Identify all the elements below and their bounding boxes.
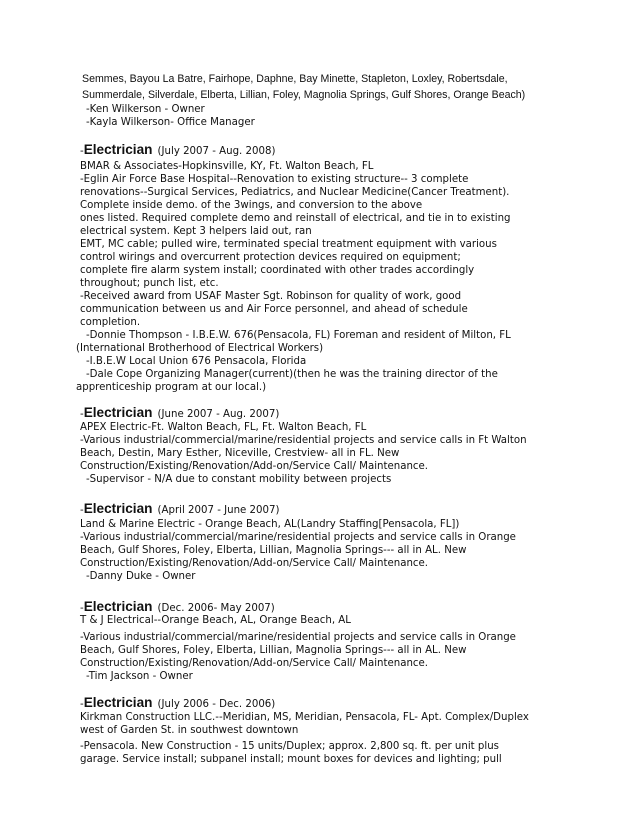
job-line: Land & Marine Electric - Orange Beach, AL(Landry Staffing[Pensacola, FL]) xyxy=(80,519,460,530)
job-heading xyxy=(80,141,275,160)
job-prefix: - xyxy=(80,505,84,516)
job-line: electrical system. Kept 3 helpers laid out, ran xyxy=(80,226,312,237)
job-reference: -Donnie Thompson - I.B.E.W. 676(Pensacola, FL) Foreman and resident of Milton, FL xyxy=(86,330,511,341)
job-line: Construction/Existing/Renovation/Add-on/Service Call/ Maintenance. xyxy=(80,558,429,569)
job-reference: -I.B.E.W Local Union 676 Pensacola, Florida xyxy=(86,356,307,367)
job-dates: (July 2007 - Aug. 2008) xyxy=(157,146,276,157)
job-dates: (April 2007 - June 2007) xyxy=(157,505,280,516)
job-line: BMAR & Associates-Hopkinsville, KY, Ft. Walton Beach, FL xyxy=(80,161,374,172)
job-line: garage. Service install; subpanel install; mount boxes for devices and lighting; pull xyxy=(80,754,502,765)
job-dates: (July 2006 - Dec. 2006) xyxy=(157,699,276,710)
job-prefix: - xyxy=(80,146,84,157)
job-title: Electrician xyxy=(83,695,153,710)
job-title: Electrician xyxy=(83,501,153,516)
job-dates: (Dec. 2006- May 2007) xyxy=(157,603,275,614)
job-line: EMT, MC cable; pulled wire, terminated special treatment equipment with various xyxy=(80,239,497,250)
job-line: Beach, Destin, Mary Esther, Niceville, Crestview- all in FL. New xyxy=(80,448,400,459)
job-title: Electrician xyxy=(83,599,153,614)
job-prefix: - xyxy=(80,409,84,420)
job-line: Kirkman Construction LLC.--Meridian, MS, Meridian, Pensacola, FL- Apt. Complex/Duplex xyxy=(80,712,529,723)
job-reference: (International Brotherhood of Electrical Workers) xyxy=(76,343,324,354)
job-line: Construction/Existing/Renovation/Add-on/Service Call/ Maintenance. xyxy=(80,461,429,472)
job-line: Construction/Existing/Renovation/Add-on/Service Call/ Maintenance. xyxy=(80,658,429,669)
job-line: completion. xyxy=(80,317,141,328)
intro-contact: -Kayla Wilkerson- Office Manager xyxy=(86,117,255,128)
job-line: T & J Electrical--Orange Beach, AL, Orange Beach, AL xyxy=(80,615,351,626)
job-title: Electrician xyxy=(83,142,153,157)
job-reference: -Supervisor - N/A due to constant mobility between projects xyxy=(86,474,392,485)
job-line: complete fire alarm system install; coordinated with other trades accordingly xyxy=(80,265,475,276)
job-title: Electrician xyxy=(83,405,153,420)
job-reference: -Danny Duke - Owner xyxy=(86,571,196,582)
job-reference: apprenticeship program at our local.) xyxy=(76,382,267,393)
job-heading xyxy=(80,500,279,519)
intro-line: Semmes, Bayou La Batre, Fairhope, Daphne, Bay Minette, Stapleton, Loxley, Robertsdale, xyxy=(82,73,508,85)
job-prefix: - xyxy=(80,699,84,710)
job-line: Beach, Gulf Shores, Foley, Elberta, Lillian, Magnolia Springs--- all in AL. New xyxy=(80,545,467,556)
job-line: ones listed. Required complete demo and reinstall of electrical, and tie in to existing xyxy=(80,213,511,224)
job-reference: -Tim Jackson - Owner xyxy=(86,671,193,682)
job-line: renovations--Surgical Services, Pediatrics, and Nuclear Medicine(Cancer Treatment). xyxy=(80,187,510,198)
job-line: -Received award from USAF Master Sgt. Robinson for quality of work, good xyxy=(80,291,462,302)
job-line: communication between us and Air Force personnel, and ahead of schedule xyxy=(80,304,468,315)
job-reference: -Dale Cope Organizing Manager(current)(then he was the training director of the xyxy=(86,369,498,380)
job-dates: (June 2007 - Aug. 2007) xyxy=(157,409,280,420)
job-line: -Various industrial/commercial/marine/residential projects and service calls in Orange xyxy=(80,532,516,543)
job-line: APEX Electric-Ft. Walton Beach, FL, Ft. Walton Beach, FL xyxy=(80,422,367,433)
job-line: control wirings and overcurrent protection devices required on equipment; xyxy=(80,252,461,263)
intro-contact: -Ken Wilkerson - Owner xyxy=(86,104,205,115)
job-line: Beach, Gulf Shores, Foley, Elberta, Lillian, Magnolia Springs--- all in AL. New xyxy=(80,645,467,656)
intro-line: Summerdale, Silverdale, Elberta, Lillian, Foley, Magnolia Springs, Gulf Shores, Orange Beach) xyxy=(82,89,526,101)
job-line: -Various industrial/commercial/marine/residential projects and service calls in Orange xyxy=(80,632,516,643)
job-line: throughout; punch list, etc. xyxy=(80,278,219,289)
job-prefix: - xyxy=(80,603,84,614)
job-line: west of Garden St. in southwest downtown xyxy=(80,725,299,736)
job-line: -Pensacola. New Construction - 15 units/Duplex; approx. 2,800 sq. ft. per unit plus xyxy=(80,741,499,752)
job-line: Complete inside demo. of the 3wings, and conversion to the above xyxy=(80,200,423,211)
job-line: -Various industrial/commercial/marine/residential projects and service calls in Ft Walton xyxy=(80,435,527,446)
job-line: -Eglin Air Force Base Hospital--Renovation to existing structure-- 3 complete xyxy=(80,174,469,185)
